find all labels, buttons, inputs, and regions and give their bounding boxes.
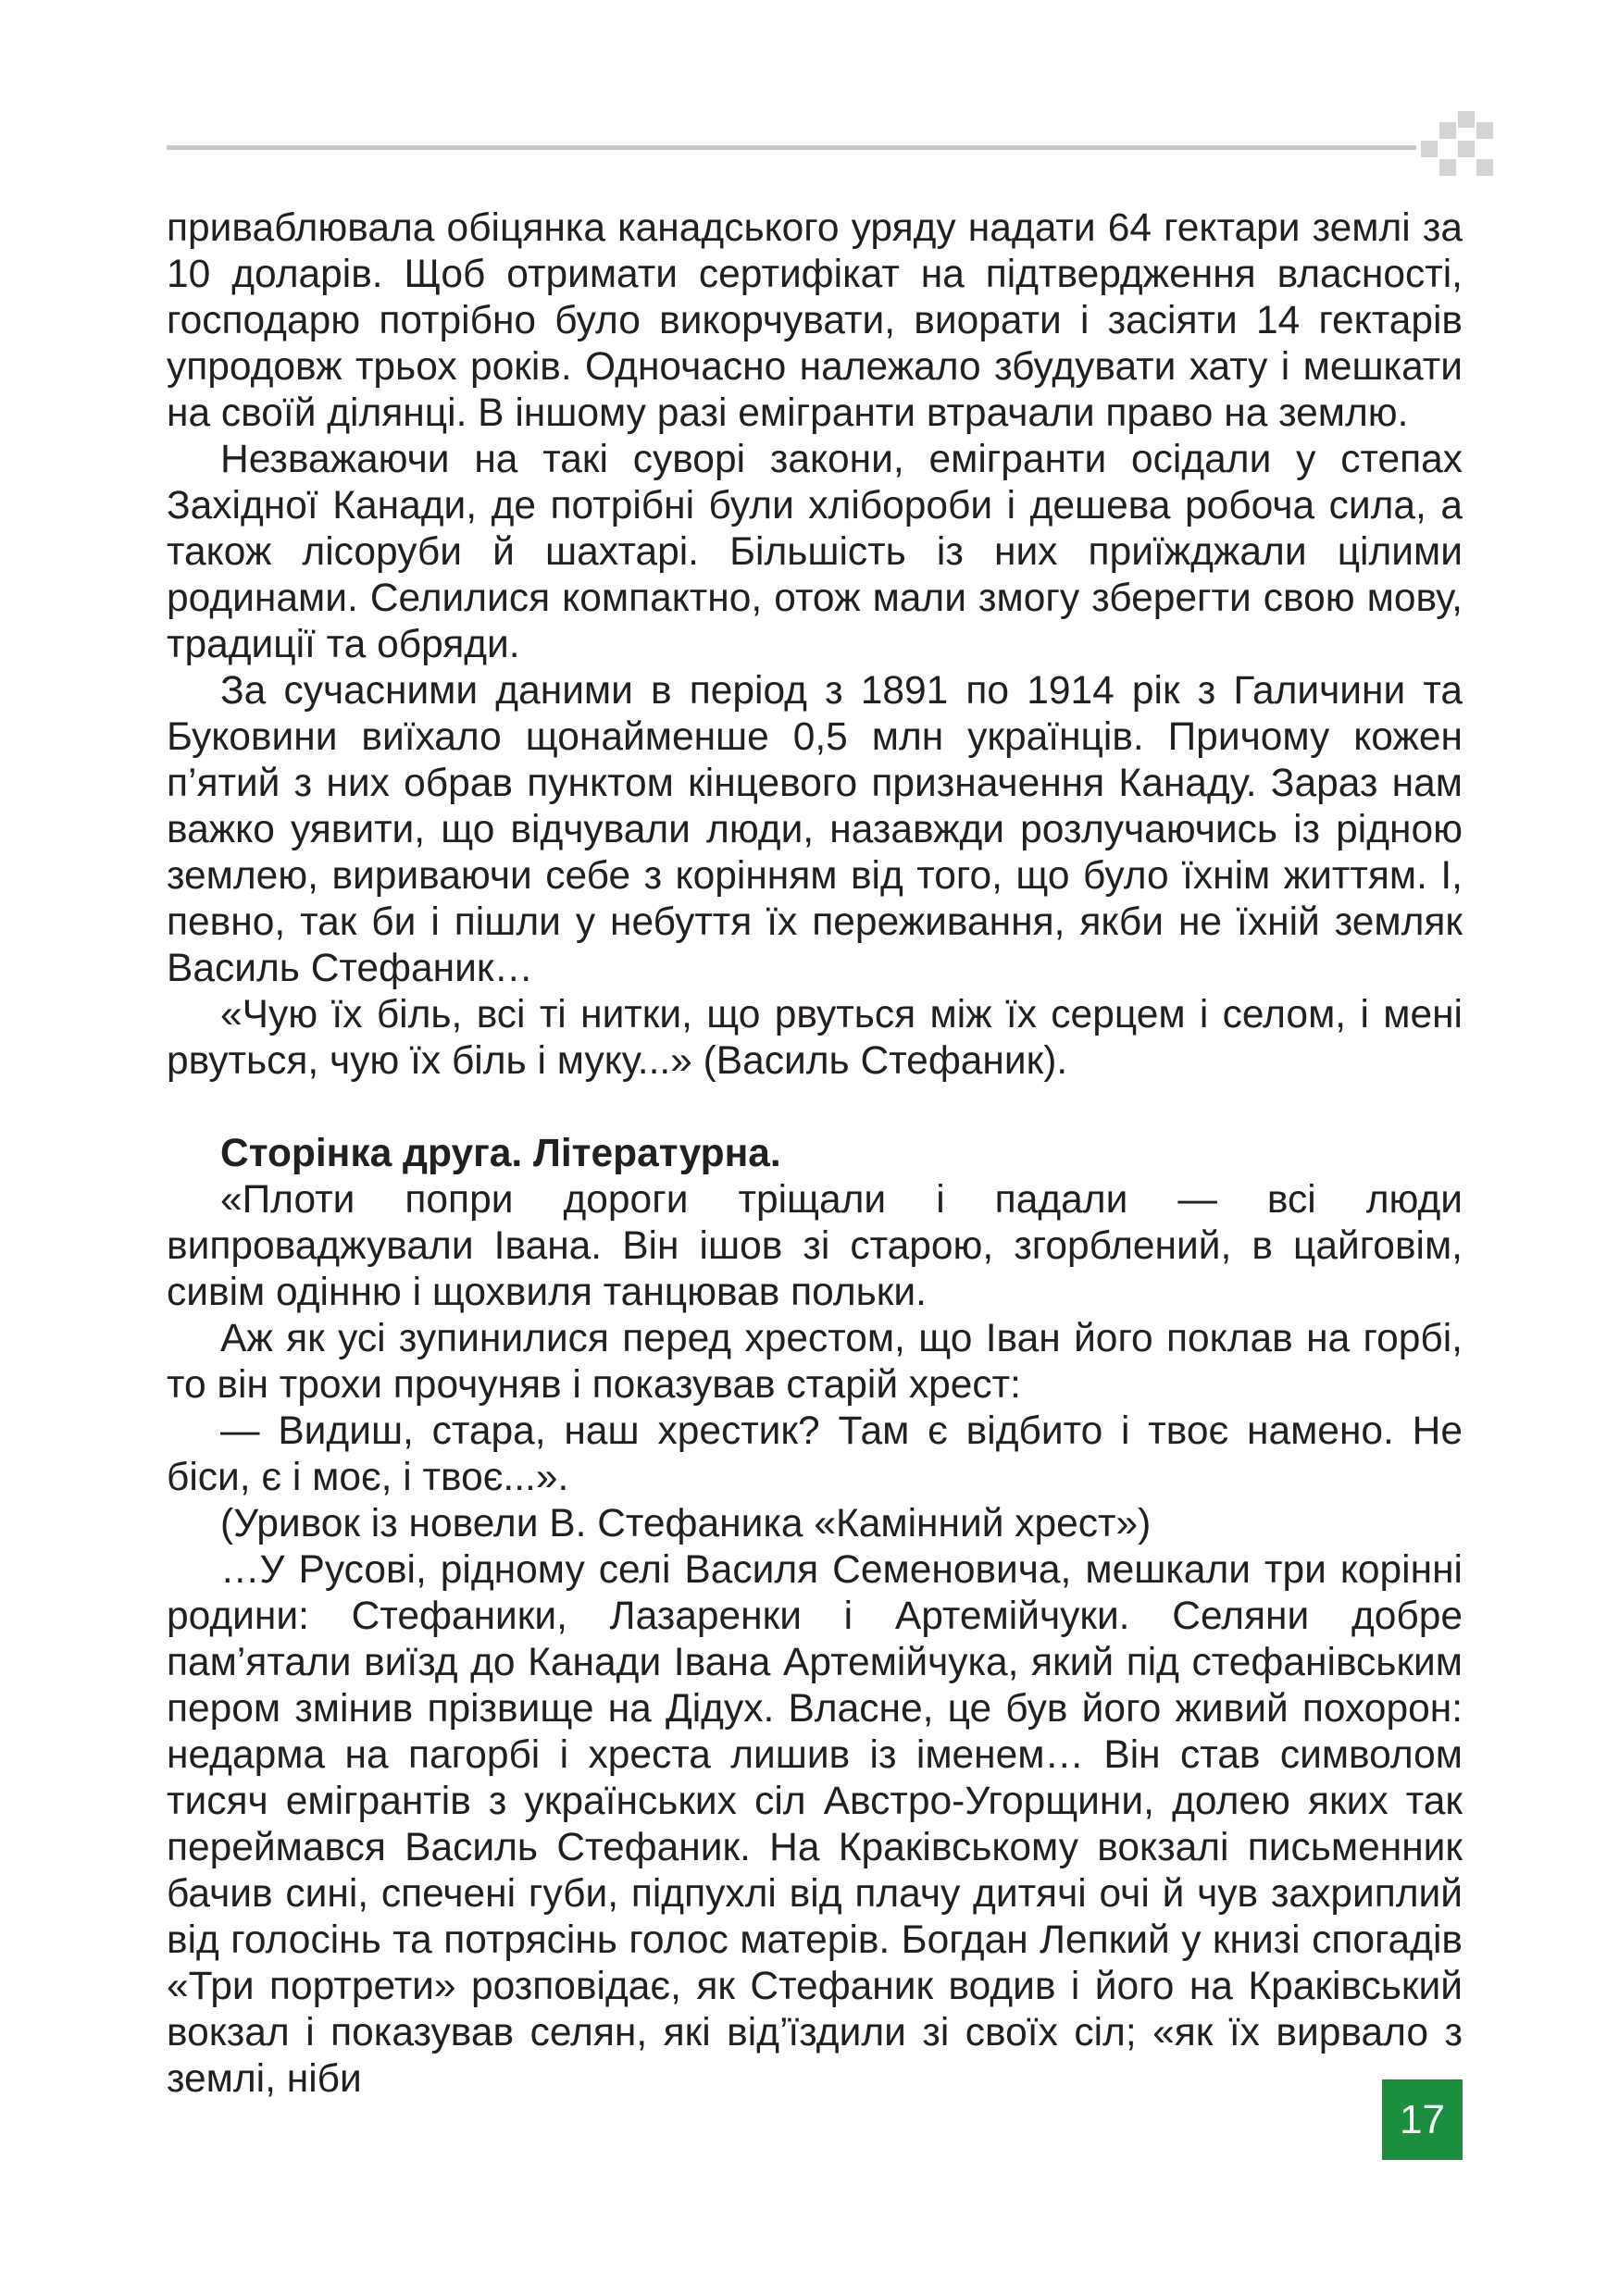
paragraph: За сучасними даними в період з 1891 по 1914 рік з Галичини та Буковини виїхало щонайменше 0,5 млн українців. Причому кожен п’ятий з них обрав пунктом кінцевого призначення Канаду. Зараз нам важко уявити, що відчували люди, назавжди розлучаючись із рідною землею, вириваючи себе з корінням від того, що було їхнім життям. І, певно, так би і пішли у небуття їх переживання, якби не їхній земляк Василь Стефаник…	[167, 669, 1463, 990]
header-rule	[167, 145, 1416, 150]
paragraph: …У Русові, рідному селі Василя Семеновича, мешкали три корінні родини: Стефаники, Лазаренки і Артемійчуки. Селяни добре пам’ятали виїзд до Канади Івана Артемійчука, який під стефанівським пером змінив прізвище на Дідух. Власне, це був його живий похорон: недарма на пагорбі і хреста лишив із іменем… Він став символом тисяч емігрантів з українських сіл Австро-Угорщини, долею яких так переймався Василь Стефаник. На Краківському вокзалі письменник бачив сині, спечені губи, підпухлі від плачу дитячі очі й чув захриплий від голосінь та потрясінь голос матерів. Богдан Лепкий у книзі спогадів «Три портрети» розповідає, як Стефаник водив і його на Краківський вокзал і показував селян, які від’їздили зі своїх сіл; «як їх вирвало з землі, ніби	[167, 1548, 1463, 2101]
corner-ornament	[1421, 111, 1513, 185]
paragraph: приваблювала обіцянка канадського уряду надати 64 гектари землі за 10 доларів. Щоб отримати сертифікат на підтвердження власності, господарю потрібно було викорчувати, виорати і засіяти 14 гектарів упродовж трьох років. Одночасно належало збудувати хату і мешкати на своїй ділянці. В іншому разі емігранти втрачали право на землю.	[167, 206, 1463, 435]
section-heading: Сторінка друга. Літературна.	[220, 1132, 781, 1175]
page-number: 17	[1382, 2079, 1463, 2160]
page-body	[167, 205, 1463, 2103]
paragraph: (Уривок із новели В. Стефаника «Камінний хрест»)	[220, 1502, 1152, 1545]
paragraph: «Чую їх біль, всі ті нитки, що рвуться між їх серцем і селом, і мені рвуться, чую їх біль і муку...» (Василь Стефаник).	[167, 993, 1463, 1083]
paragraph: — Видиш, стара, наш хрестик? Там є відбито і твоє намено. Не біси, є і моє, і твоє...».	[167, 1409, 1463, 1499]
paragraph: «Плоти попри дороги тріщали і падали — всі люди випроваджували Івана. Він ішов зі старою, згорблений, в цайговім, сивім одінню і щохвиля танцював польки.	[167, 1178, 1463, 1314]
paragraph: Незважаючи на такі суворі закони, емігранти осідали у степах Західної Канади, де потрібні були хлібороби і дешева робоча сила, а також лісоруби й шахтарі. Більшість із них приїжджали цілими родинами. Селилися компактно, отож мали змогу зберегти свою мову, традиції та обряди.	[167, 438, 1463, 666]
paragraph: Аж як усі зупинилися перед хрестом, що Іван його поклав на горбі, то він трохи прочуняв і показував старій хрест:	[167, 1317, 1463, 1407]
